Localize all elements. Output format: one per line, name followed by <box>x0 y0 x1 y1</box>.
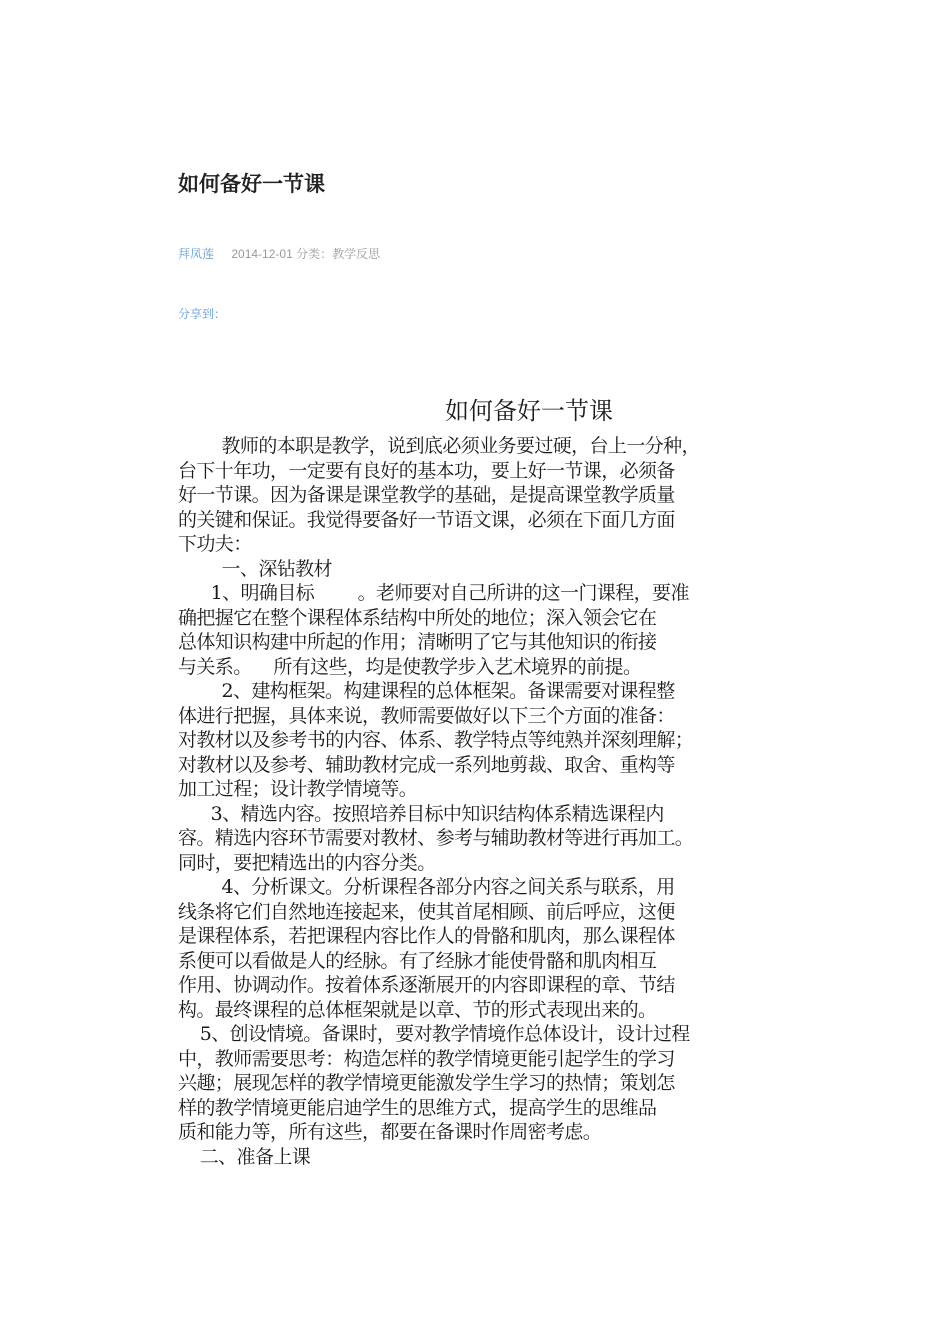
post-title: 如何备好一节课 <box>178 172 325 196</box>
post-meta <box>178 245 380 262</box>
text-line: 的关键和保证。我觉得要备好一节语文课，必须在下面几方面 <box>178 508 675 531</box>
section-heading: 一、深钻教材 <box>178 557 332 580</box>
text-line: 兴趣；展现怎样的教学情境更能激发学生学习的热情；策划怎 <box>178 1072 675 1094</box>
text-line: 教师的本职是教学，说到底必须业务要过硬，台上一分种， <box>178 435 700 457</box>
text-line: 样的教学情境更能启迪学生的思维方式，提高学生的思维品 <box>178 1096 657 1119</box>
article-body <box>178 392 778 1169</box>
text-line: 加工过程；设计教学情境等。 <box>178 778 418 800</box>
text-line: 好一节课。因为备课是课堂教学的基础，是提高课堂教学质量 <box>178 484 675 506</box>
text-line: 构。最终课程的总体框架就是以章、节的形式表现出来的。 <box>178 998 657 1021</box>
category-link[interactable]: 教学反思 <box>332 247 381 261</box>
text-line: 中，教师需要思考：构造怎样的教学情境更能引起学生的学习 <box>178 1047 675 1070</box>
text-line: 是课程体系，若把课程内容比作人的骨骼和肌肉，那么课程体 <box>178 925 675 947</box>
section-heading: 二、准备上课 <box>178 1145 311 1168</box>
share-label: 分享到： <box>178 307 227 321</box>
text-line: 作用、协调动作。按着体系逐渐展开的内容即课程的章、节结 <box>178 974 675 996</box>
post-date: 2014-12-01 <box>231 247 293 261</box>
article-title: 如何备好一节课 <box>445 397 613 425</box>
author-link[interactable]: 拜凤莲 <box>178 247 215 261</box>
text-line: 与关系。 所有这些，均是使教学步入艺术境界的前提。 <box>178 655 642 678</box>
category-label: 分类： <box>296 247 333 261</box>
text-line: 下功夫： <box>178 533 252 555</box>
text-line: 系便可以看做是人的经脉。有了经脉才能使骨骼和肌肉相互 <box>178 949 657 972</box>
text-line: 体进行把握，具体来说，教师需要做好以下三个方面的准备： <box>178 704 675 727</box>
text-line: 容。精选内容环节需要对教材、参考与辅助教材等进行再加工。 <box>178 827 694 849</box>
text-line: 对教材以及参考书的内容、体系、教学特点等纯熟并深刻理解； <box>178 729 694 751</box>
text-line: 同时，要把精选出的内容分类。 <box>178 851 436 874</box>
text-line: 1、明确目标 。老师要对自己所讲的这一门课程，要准 <box>178 582 689 604</box>
text-line: 5、创设情境。备课时，要对教学情境作总体设计，设计过程 <box>178 1023 690 1045</box>
text-line: 4、分析课文。分析课程各部分内容之间关系与联系，用 <box>178 876 675 898</box>
text-line: 质和能力等，所有这些，都要在备课时作周密考虑。 <box>178 1121 602 1143</box>
text-line: 总体知识构建中所起的作用；清晰明了它与其他知识的衔接 <box>178 631 657 653</box>
article-text <box>178 434 778 1169</box>
text-line: 2、建构框架。构建课程的总体框架。备课需要对课程整 <box>178 680 675 702</box>
text-line: 3、精选内容。按照培养目标中知识结构体系精选课程内 <box>178 802 664 825</box>
text-line: 线条将它们自然地连接起来，使其首尾相顾、前后呼应，这便 <box>178 900 675 923</box>
text-line: 台下十年功，一定要有良好的基本功，要上好一节课，必须备 <box>178 459 675 482</box>
text-line: 确把握它在整个课程体系结构中所处的地位；深入领会它在 <box>178 606 657 629</box>
text-line: 对教材以及参考、辅助教材完成一系列地剪裁、取舍、重构等 <box>178 753 675 776</box>
